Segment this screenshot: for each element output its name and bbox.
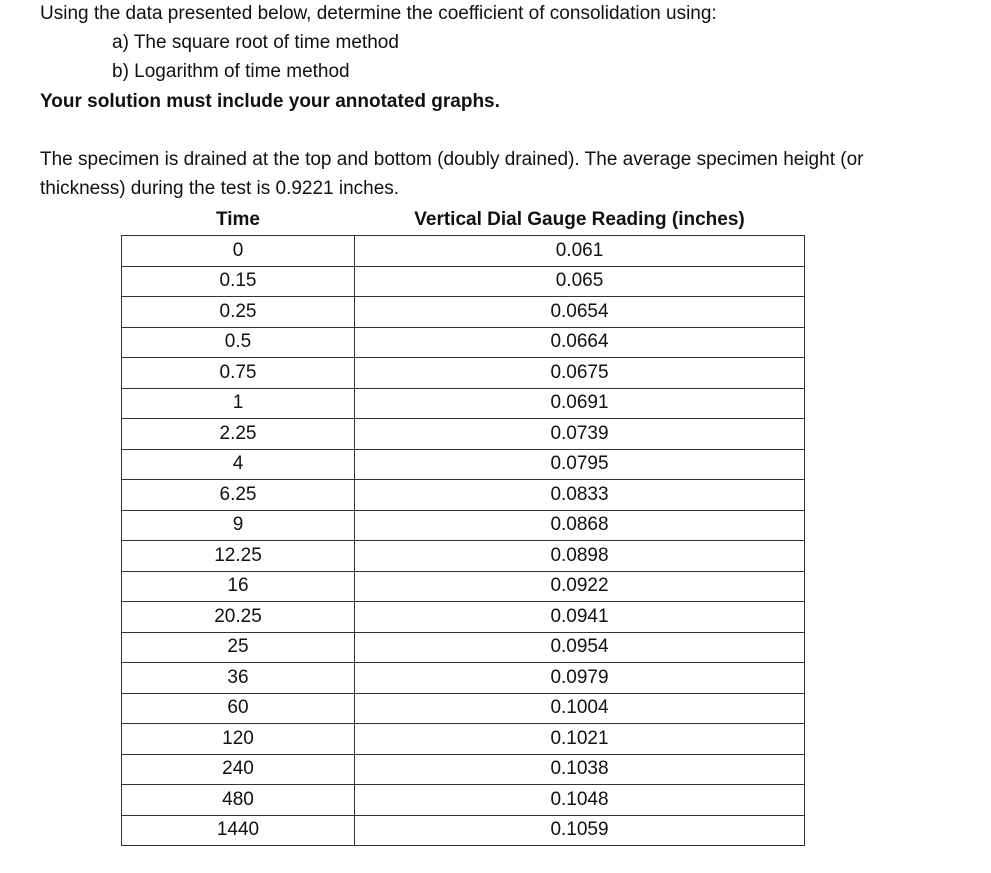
cell-dial-reading: 0.065 <box>355 266 805 297</box>
cell-dial-reading: 0.1059 <box>355 815 805 846</box>
table-row <box>122 449 805 480</box>
table-row <box>122 632 805 663</box>
cell-time: 0.5 <box>122 327 355 358</box>
problem-intro: Using the data presented below, determine the coefficient of consolidation using: <box>40 3 717 24</box>
table-row <box>122 358 805 389</box>
cell-time: 0.15 <box>122 266 355 297</box>
cell-time: 20.25 <box>122 602 355 633</box>
cell-time: 0.75 <box>122 358 355 389</box>
cell-dial-reading: 0.1004 <box>355 693 805 724</box>
cell-dial-reading: 0.0691 <box>355 388 805 419</box>
cell-time: 25 <box>122 632 355 663</box>
table-row <box>122 785 805 816</box>
header-dial-reading: Vertical Dial Gauge Reading (inches) <box>355 205 805 236</box>
cell-dial-reading: 0.1021 <box>355 724 805 755</box>
cell-time: 240 <box>122 754 355 785</box>
table-row <box>122 266 805 297</box>
table-header-row <box>122 205 805 236</box>
method-a-item: a) The square root of time method <box>112 32 399 53</box>
specimen-description-line-2: thickness) during the test is 0.9221 inches. <box>40 178 400 199</box>
cell-time: 36 <box>122 663 355 694</box>
cell-time: 480 <box>122 785 355 816</box>
table-row <box>122 815 805 846</box>
cell-dial-reading: 0.1048 <box>355 785 805 816</box>
cell-dial-reading: 0.061 <box>355 236 805 267</box>
table-row <box>122 327 805 358</box>
cell-time: 12.25 <box>122 541 355 572</box>
method-b-item: b) Logarithm of time method <box>112 61 350 82</box>
table-row <box>122 693 805 724</box>
cell-dial-reading: 0.0954 <box>355 632 805 663</box>
cell-time: 1440 <box>122 815 355 846</box>
cell-dial-reading: 0.0868 <box>355 510 805 541</box>
cell-time: 2.25 <box>122 419 355 450</box>
table-row <box>122 388 805 419</box>
table-row <box>122 754 805 785</box>
cell-dial-reading: 0.1038 <box>355 754 805 785</box>
table-row <box>122 663 805 694</box>
table-row <box>122 602 805 633</box>
header-time: Time <box>122 205 355 236</box>
cell-dial-reading: 0.0941 <box>355 602 805 633</box>
requirement-note: Your solution must include your annotated graphs. <box>40 91 500 112</box>
table-row <box>122 724 805 755</box>
cell-dial-reading: 0.0654 <box>355 297 805 328</box>
cell-dial-reading: 0.0739 <box>355 419 805 450</box>
cell-dial-reading: 0.0898 <box>355 541 805 572</box>
cell-dial-reading: 0.0664 <box>355 327 805 358</box>
table-row <box>122 297 805 328</box>
dial-reading-table <box>121 205 805 846</box>
specimen-description-line-1: The specimen is drained at the top and bottom (doubly drained). The average specimen height (or <box>40 149 864 170</box>
cell-dial-reading: 0.0979 <box>355 663 805 694</box>
cell-time: 16 <box>122 571 355 602</box>
cell-dial-reading: 0.0833 <box>355 480 805 511</box>
table-row <box>122 236 805 267</box>
cell-time: 9 <box>122 510 355 541</box>
cell-dial-reading: 0.0922 <box>355 571 805 602</box>
cell-time: 120 <box>122 724 355 755</box>
table-row <box>122 419 805 450</box>
table-row <box>122 541 805 572</box>
cell-time: 60 <box>122 693 355 724</box>
table-row <box>122 480 805 511</box>
cell-dial-reading: 0.0795 <box>355 449 805 480</box>
table-row <box>122 571 805 602</box>
cell-time: 6.25 <box>122 480 355 511</box>
cell-dial-reading: 0.0675 <box>355 358 805 389</box>
table-body <box>122 236 805 846</box>
cell-time: 4 <box>122 449 355 480</box>
cell-time: 0 <box>122 236 355 267</box>
cell-time: 0.25 <box>122 297 355 328</box>
table-row <box>122 510 805 541</box>
cell-time: 1 <box>122 388 355 419</box>
